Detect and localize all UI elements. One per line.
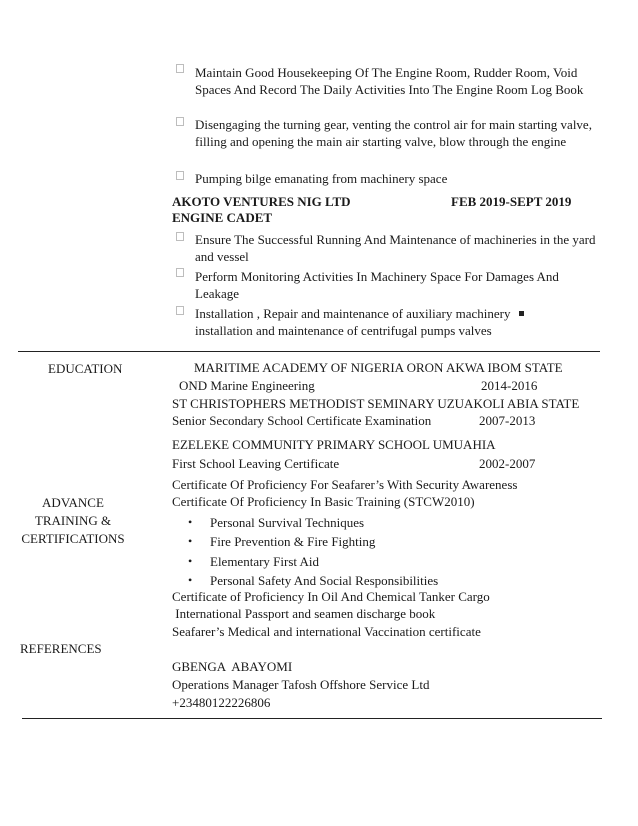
bullet-dot-icon: •: [188, 534, 193, 548]
training-item: Personal Survival Techniques: [210, 515, 365, 530]
references-heading: REFERENCES: [20, 641, 102, 656]
reference-name: GBENGA ABAYOMI: [172, 659, 293, 674]
duty-text: Installation , Repair and maintenance of auxiliary machinery: [195, 306, 511, 321]
training-heading: [16, 494, 130, 548]
bullet-dot-icon: •: [188, 515, 193, 529]
education-years: 2002-2007: [479, 456, 536, 471]
certificate: Seafarer’s Medical and international Vaccination certificate: [172, 624, 481, 639]
square-bullet-icon: [519, 311, 524, 316]
training-item: Elementary First Aid: [210, 554, 320, 569]
duty-item: Pumping bilge emanating from machinery space: [195, 171, 448, 186]
education-school: ST CHRISTOPHERS METHODIST SEMINARY UZUAKOLI ABIA STATE: [172, 396, 580, 411]
checkbox-bullet-icon: [176, 268, 184, 277]
certificate: Certificate Of Proficiency In Basic Training (STCW2010): [172, 494, 475, 509]
education-heading: EDUCATION: [48, 361, 123, 376]
bullet-dot-icon: •: [188, 573, 193, 587]
reference-title: Operations Manager Tafosh Offshore Service Ltd: [172, 677, 430, 692]
checkbox-bullet-icon: [176, 171, 184, 180]
education-course: Senior Secondary School Certificate Examination: [172, 413, 432, 428]
education-course: First School Leaving Certificate: [172, 456, 340, 471]
education-school: EZELEKE COMMUNITY PRIMARY SCHOOL UMUAHIA: [172, 437, 496, 452]
job-dates: FEB 2019-SEPT 2019: [451, 194, 572, 209]
checkbox-bullet-icon: [176, 64, 184, 73]
certificate: Certificate Of Proficiency For Seafarer’s With Security Awareness: [172, 477, 518, 492]
job-company: AKOTO VENTURES NIG LTD: [172, 194, 351, 209]
training-heading-line: TRAINING &: [34, 513, 112, 528]
duty-item: installation and maintenance of centrifugal pumps valves: [195, 323, 492, 338]
education-years: 2007-2013: [479, 413, 536, 428]
education-years: 2014-2016: [481, 378, 538, 393]
reference-phone: +23480122226806: [172, 695, 271, 710]
bullet-dot-icon: •: [188, 554, 193, 568]
section-divider: [22, 718, 602, 719]
training-item: Personal Safety And Social Responsibilities: [210, 573, 439, 588]
education-school: MARITIME ACADEMY OF NIGERIA ORON AKWA IBOM STATE: [194, 360, 563, 375]
job-position: ENGINE CADET: [172, 210, 273, 225]
duty-item: Disengaging the turning gear, venting the control air for main starting valve, filling and opening the main air starting valve, blow through the engine: [195, 117, 592, 149]
section-divider: [18, 351, 600, 352]
training-heading-line: ADVANCE: [42, 495, 104, 510]
duty-item: Perform Monitoring Activities In Machinery Space For Damages And Leakage: [195, 269, 559, 301]
duty-item: Maintain Good Housekeeping Of The Engine Room, Rudder Room, Void Spaces And Record The Daily Activities Into The Engine Room Log Book: [195, 65, 584, 97]
training-heading-line: CERTIFICATIONS: [21, 531, 125, 546]
certificate: International Passport and seamen discharge book: [172, 606, 436, 621]
duty-item: [195, 305, 524, 322]
certificate: Certificate of Proficiency In Oil And Chemical Tanker Cargo: [172, 589, 490, 604]
checkbox-bullet-icon: [176, 117, 184, 126]
checkbox-bullet-icon: [176, 232, 184, 241]
training-item: Fire Prevention & Fire Fighting: [210, 534, 376, 549]
duty-item: Ensure The Successful Running And Maintenance of machineries in the yard and vessel: [195, 232, 596, 264]
checkbox-bullet-icon: [176, 306, 184, 315]
education-course: OND Marine Engineering: [179, 378, 315, 393]
